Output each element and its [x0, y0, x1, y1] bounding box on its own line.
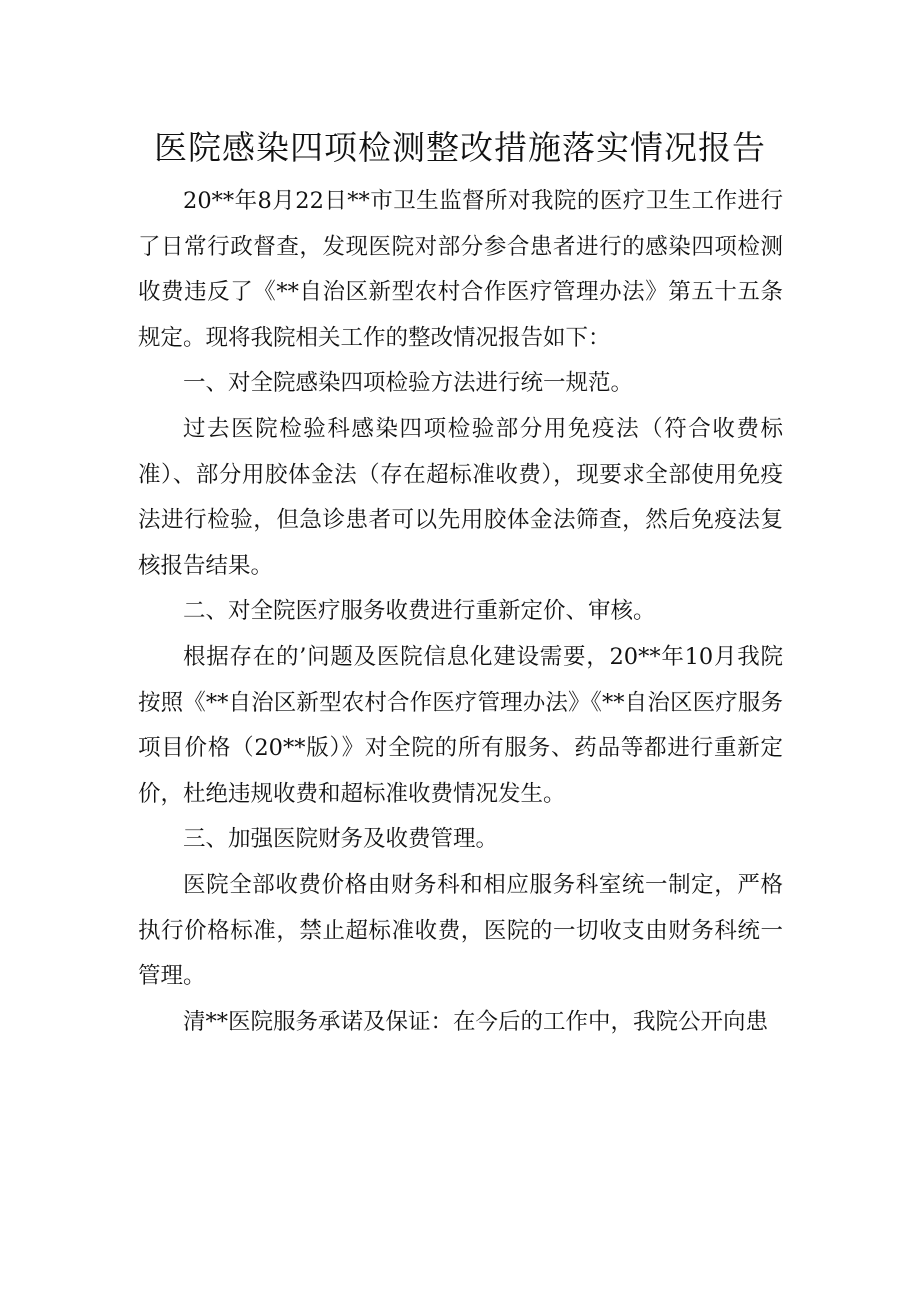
paragraph-intro: 20**年8月22日**市卫生监督所对我院的医疗卫生工作进行了日常行政督查，发现医院对部分参合患者进行的感染四项检测收费违反了《**自治区新型农村合作医疗管理办法》第五十五条规定。现将我院相关工作的整改情况报告如下： — [138, 188, 783, 351]
paragraph-section-1: 过去医院检验科感染四项检验部分用免疫法（符合收费标准）、部分用胶体金法（存在超标准收费），现要求全部使用免疫法进行检验，但急诊患者可以先用胶体金法筛查，然后免疫法复核报告结果。 — [138, 415, 783, 579]
section-heading-3: 三、加强医院财务及收费管理。 — [183, 826, 499, 853]
paragraph-commitment: 清**医院服务承诺及保证：在今后的工作中，我院公开向患 — [183, 1008, 769, 1035]
document-body — [138, 179, 783, 1045]
section-heading-2: 二、对全院医疗服务收费进行重新定价、审核。 — [183, 598, 656, 625]
section-heading-1: 一、对全院感染四项检验方法进行统一规范。 — [183, 370, 634, 397]
paragraph-section-2: 根据存在的’问题及医院信息化建设需要，20**年10月我院按照《**自治区新型农村合作医疗管理办法》《**自治区医疗服务项目价格（20**版）》对全院的所有服务、药品等都进行重新定价，杜绝违规收费和超标准收费情况发生。 — [138, 643, 783, 807]
paragraph-section-3: 医院全部收费价格由财务科和相应服务科室统一制定，严格执行价格标准，禁止超标准收费，医院的一切收支由财务科统一管理。 — [138, 871, 783, 990]
document-title: 医院感染四项检测整改措施落实情况报告 — [154, 128, 766, 167]
